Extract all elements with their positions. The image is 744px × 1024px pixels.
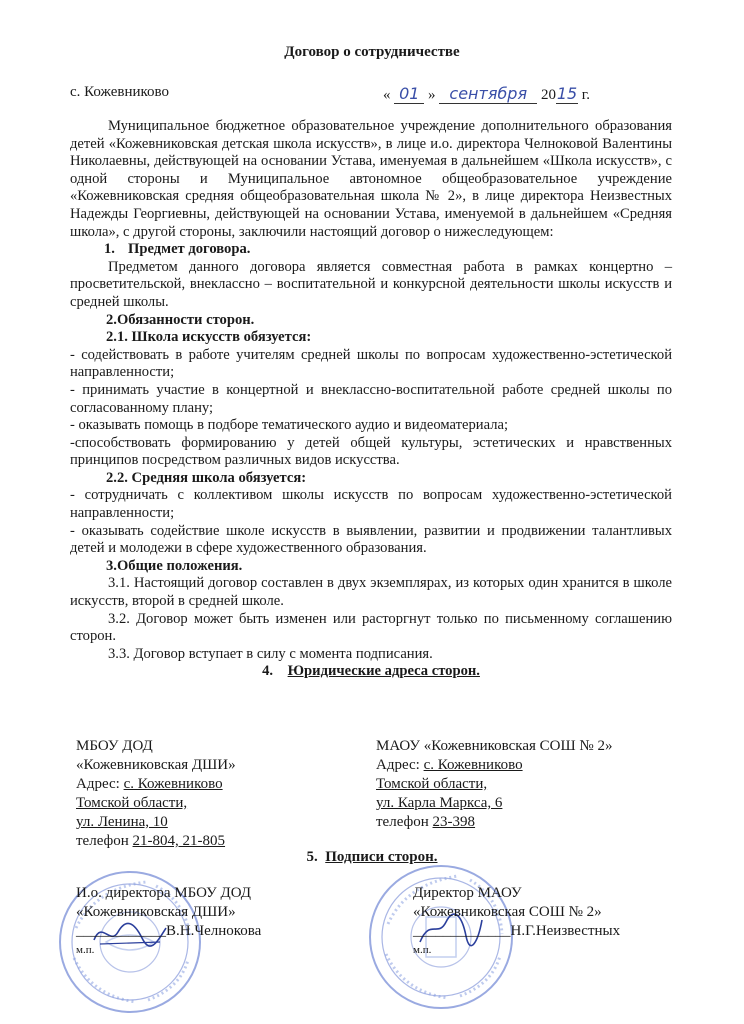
signature-right-org: «Кожевниковская СОШ № 2» [413, 904, 602, 920]
address-value: с. Кожевниково [123, 776, 223, 792]
address-right-line: ул. Карла Маркса, 6 [376, 795, 503, 811]
address-right [376, 737, 612, 832]
address-label: Адрес: [76, 776, 124, 792]
section-3-heading: 3.Общие положения. [106, 557, 243, 574]
section-5-title: Подписи сторон. [325, 849, 438, 865]
address-right-line [376, 756, 612, 775]
section-1-heading [70, 241, 672, 259]
section-3-item: 3.3. Договор вступает в силу с момента подписания. [108, 645, 433, 662]
section-1-title: Предмет договора. [128, 241, 251, 258]
stamp-label: м.п. [413, 944, 432, 956]
signatory-name: В.Н.Челнокова [166, 923, 262, 939]
signature-left-line [76, 922, 261, 941]
contract-body [70, 118, 672, 681]
section-4-heading [70, 663, 672, 681]
signature-blank: ____________ [76, 923, 166, 939]
date-day-handwritten: 01 [394, 84, 424, 104]
date-open-quote: « [383, 87, 391, 103]
date [383, 84, 590, 104]
date-century: 20 [541, 87, 556, 103]
section-2-1-item: - принимать участие в концертной и внеклассно-воспитательной работе средней школы по согласованному плану; [70, 381, 672, 416]
date-year-handwritten: 15 [556, 84, 578, 103]
section-2-1-item: -способствовать формированию у детей общей культуры, эстетических и нравственных принципов посредством различных видов искусства. [70, 434, 672, 469]
section-2-2-item: - оказывать содействие школе искусств в выявлении, развитии и продвижении талантливых детей и молодежи в сфере художественного образования. [70, 522, 672, 557]
signature-right-line [413, 922, 620, 941]
place: с. Кожевниково [70, 84, 170, 100]
phone-label: телефон [376, 814, 433, 830]
stamp-label: м.п. [76, 944, 95, 956]
signature-right-position: Директор МАОУ [413, 885, 522, 901]
section-2-1-heading: 2.1. Школа искусств обязуется: [106, 329, 312, 346]
phone-label: телефон [76, 833, 133, 849]
date-suffix: г. [581, 87, 590, 103]
section-1-text: Предметом данного договора является совместная работа в рамках концертно – просветительской, внеклассно – воспитательной и конкурсной деятельности школы искусств и средней школы. [70, 258, 672, 310]
section-2-heading: 2.Обязанности сторон. [106, 311, 255, 328]
address-right-line [376, 813, 612, 832]
section-2-2-item: - сотрудничать с коллективом школы искусств по вопросам художественно-эстетической направленности; [70, 487, 672, 522]
date-close-quote: » [428, 87, 436, 103]
section-2-2-heading: 2.2. Средняя школа обязуется: [106, 469, 307, 486]
section-3-item: 3.2. Договор может быть изменен или расторгнут только по письменному соглашению сторон. [70, 610, 672, 645]
section-4-title: Юридические адреса сторон. [287, 663, 480, 680]
date-month-handwritten: сентября [439, 84, 537, 104]
section-3-item: 3.1. Настоящий договор составлен в двух экземплярах, из которых один хранится в школе искусств, второй в средней школе. [70, 575, 672, 610]
section-2-1-item: - содействовать в работе учителям средней школы по вопросам художественно-эстетической направленности; [70, 346, 672, 381]
address-right-line: МАОУ «Кожевниковская СОШ № 2» [376, 738, 613, 754]
signature-left-position: И.о. директора МБОУ ДОД [76, 885, 252, 901]
signatory-name: Н.Г.Неизвестных [510, 923, 621, 939]
intro-paragraph: Муниципальное бюджетное образовательное учреждение дополнительного образования детей «Кожевниковская детская школа искусств», в лице и.о. директора Челноковой Валентины Николаевны, действующей на основании Устава, именуемая в дальнейшем «Школа искусств», с одной стороны и Муниципальное автономное общеобразовательное учреждение «Кожевниковская средняя общеобразовательная школа № 2», в лице директора Неизвестных Надежды Георгиевны, действующей на основании Устава, именуемой в дальнейшем «Средняя школа», с другой стороны, заключили настоящий договор о нижеследующем: [70, 118, 672, 240]
section-5-number: 5. [306, 849, 318, 865]
phone-value: 21-804, 21-805 [132, 833, 226, 849]
address-left-line [76, 775, 236, 794]
document-title: Договор о сотрудничестве [284, 44, 460, 60]
address-value: с. Кожевниково [423, 757, 523, 773]
signature-right [413, 884, 620, 960]
phone-value: 23-398 [432, 814, 476, 830]
section-1-number: 1. [104, 241, 115, 258]
address-label: Адрес: [376, 757, 424, 773]
address-left-line: «Кожевниковская ДШИ» [76, 757, 236, 773]
section-4-number: 4. [262, 663, 274, 680]
section-2-1-item: - оказывать помощь в подборе тематического аудио и видеоматериала; [70, 417, 509, 434]
signature-left [76, 884, 261, 960]
address-left-line: ул. Ленина, 10 [76, 814, 168, 830]
address-left-line: Томской области, [76, 795, 188, 811]
signature-left-org: «Кожевниковская ДШИ» [76, 904, 236, 920]
address-right-line: Томской области, [376, 776, 488, 792]
signature-blank: _____________ [413, 923, 511, 939]
address-left [76, 737, 236, 851]
address-left-line: МБОУ ДОД [76, 738, 153, 754]
